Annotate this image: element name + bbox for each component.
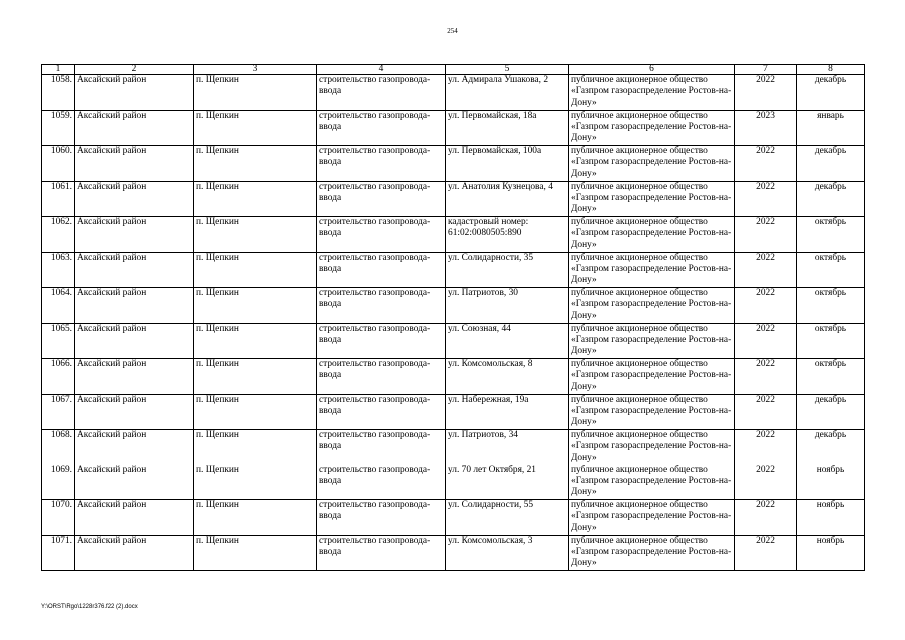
address-cell: ул. Первомайская, 18а xyxy=(446,110,569,146)
month-cell: ноябрь xyxy=(797,535,865,571)
locality-cell: п. Щепкин xyxy=(194,323,317,359)
month-cell: декабрь xyxy=(797,181,865,217)
address-cell: ул. Патриотов, 34 xyxy=(446,430,569,465)
table-row xyxy=(42,252,865,288)
row-number: 1058. xyxy=(42,75,75,111)
locality-cell: п. Щепкин xyxy=(194,217,317,253)
work-type-cell: строительство газопровода-ввода xyxy=(317,323,446,359)
month-cell: ноябрь xyxy=(797,500,865,536)
column-header: 2 xyxy=(75,65,194,75)
column-header: 3 xyxy=(194,65,317,75)
month-cell: декабрь xyxy=(797,75,865,111)
locality-cell: п. Щепкин xyxy=(194,75,317,111)
work-type-cell: строительство газопровода-ввода xyxy=(317,288,446,324)
table-row xyxy=(42,465,865,500)
organization-cell: публичное акционерное общество «Газпром газораспределение Ростов-на-Дону» xyxy=(569,288,735,324)
address-cell: кадастровый номер: 61:02:0080505:890 xyxy=(446,217,569,253)
locality-cell: п. Щепкин xyxy=(194,359,317,395)
column-header: 8 xyxy=(797,65,865,75)
address-cell: ул. Первомайская, 100а xyxy=(446,146,569,182)
month-cell: октябрь xyxy=(797,217,865,253)
locality-cell: п. Щепкин xyxy=(194,181,317,217)
column-header: 5 xyxy=(446,65,569,75)
row-number: 1062. xyxy=(42,217,75,253)
column-header: 1 xyxy=(42,65,75,75)
work-type-cell: строительство газопровода-ввода xyxy=(317,252,446,288)
organization-cell: публичное акционерное общество «Газпром газораспределение Ростов-на-Дону» xyxy=(569,535,735,571)
organization-cell: публичное акционерное общество «Газпром газораспределение Ростов-на-Дону» xyxy=(569,146,735,182)
district-cell: Аксайский район xyxy=(75,75,194,111)
month-cell: январь xyxy=(797,110,865,146)
district-cell: Аксайский район xyxy=(75,323,194,359)
table-row xyxy=(42,359,865,395)
month-cell: октябрь xyxy=(797,323,865,359)
table-row xyxy=(42,323,865,359)
organization-cell: публичное акционерное общество «Газпром газораспределение Ростов-на-Дону» xyxy=(569,75,735,111)
table-row xyxy=(42,394,865,430)
year-cell: 2022 xyxy=(735,535,797,571)
district-cell: Аксайский район xyxy=(75,288,194,324)
month-cell: ноябрь xyxy=(797,465,865,500)
work-type-cell: строительство газопровода-ввода xyxy=(317,359,446,395)
locality-cell: п. Щепкин xyxy=(194,394,317,430)
work-type-cell: строительство газопровода-ввода xyxy=(317,181,446,217)
row-number: 1065. xyxy=(42,323,75,359)
column-header: 6 xyxy=(569,65,735,75)
row-number: 1070. xyxy=(42,500,75,536)
table-row xyxy=(42,430,865,465)
table-row xyxy=(42,181,865,217)
district-cell: Аксайский район xyxy=(75,535,194,571)
address-cell: ул. Солидарности, 55 xyxy=(446,500,569,536)
district-cell: Аксайский район xyxy=(75,430,194,465)
work-type-cell: строительство газопровода-ввода xyxy=(317,110,446,146)
locality-cell: п. Щепкин xyxy=(194,500,317,536)
organization-cell: публичное акционерное общество «Газпром газораспределение Ростов-на-Дону» xyxy=(569,430,735,465)
district-cell: Аксайский район xyxy=(75,217,194,253)
year-cell: 2022 xyxy=(735,430,797,465)
district-cell: Аксайский район xyxy=(75,394,194,430)
work-type-cell: строительство газопровода-ввода xyxy=(317,75,446,111)
year-cell: 2022 xyxy=(735,394,797,430)
locality-cell: п. Щепкин xyxy=(194,465,317,500)
district-cell: Аксайский район xyxy=(75,110,194,146)
address-cell: ул. 70 лет Октября, 21 xyxy=(446,465,569,500)
table-row xyxy=(42,146,865,182)
locality-cell: п. Щепкин xyxy=(194,430,317,465)
column-header: 4 xyxy=(317,65,446,75)
work-type-cell: строительство газопровода-ввода xyxy=(317,500,446,536)
file-path-footer: Y:\ORST\Rgo\1228r376.f22 (2).docx xyxy=(41,604,138,610)
row-number: 1061. xyxy=(42,181,75,217)
work-type-cell: строительство газопровода-ввода xyxy=(317,535,446,571)
organization-cell: публичное акционерное общество «Газпром газораспределение Ростов-на-Дону» xyxy=(569,500,735,536)
table-row xyxy=(42,535,865,571)
table-row xyxy=(42,500,865,536)
work-type-cell: строительство газопровода-ввода xyxy=(317,465,446,500)
district-cell: Аксайский район xyxy=(75,359,194,395)
year-cell: 2022 xyxy=(735,288,797,324)
district-cell: Аксайский район xyxy=(75,146,194,182)
address-cell: ул. Союзная, 44 xyxy=(446,323,569,359)
row-number: 1067. xyxy=(42,394,75,430)
row-number: 1059. xyxy=(42,110,75,146)
register-body xyxy=(42,75,865,571)
locality-cell: п. Щепкин xyxy=(194,252,317,288)
column-number-row xyxy=(42,65,865,75)
address-cell: ул. Патриотов, 30 xyxy=(446,288,569,324)
register-table xyxy=(41,64,865,571)
row-number: 1060. xyxy=(42,146,75,182)
district-cell: Аксайский район xyxy=(75,465,194,500)
month-cell: октябрь xyxy=(797,288,865,324)
month-cell: октябрь xyxy=(797,359,865,395)
year-cell: 2022 xyxy=(735,323,797,359)
organization-cell: публичное акционерное общество «Газпром газораспределение Ростов-на-Дону» xyxy=(569,217,735,253)
district-cell: Аксайский район xyxy=(75,181,194,217)
organization-cell: публичное акционерное общество «Газпром газораспределение Ростов-на-Дону» xyxy=(569,181,735,217)
year-cell: 2022 xyxy=(735,75,797,111)
row-number: 1064. xyxy=(42,288,75,324)
locality-cell: п. Щепкин xyxy=(194,535,317,571)
work-type-cell: строительство газопровода-ввода xyxy=(317,394,446,430)
table-row xyxy=(42,75,865,111)
organization-cell: публичное акционерное общество «Газпром газораспределение Ростов-на-Дону» xyxy=(569,323,735,359)
work-type-cell: строительство газопровода-ввода xyxy=(317,217,446,253)
organization-cell: публичное акционерное общество «Газпром газораспределение Ростов-на-Дону» xyxy=(569,359,735,395)
page-number: 254 xyxy=(447,27,458,35)
district-cell: Аксайский район xyxy=(75,252,194,288)
address-cell: ул. Набережная, 19а xyxy=(446,394,569,430)
work-type-cell: строительство газопровода-ввода xyxy=(317,146,446,182)
table-row xyxy=(42,288,865,324)
address-cell: ул. Комсомольская, 3 xyxy=(446,535,569,571)
address-cell: ул. Адмирала Ушакова, 2 xyxy=(446,75,569,111)
year-cell: 2022 xyxy=(735,181,797,217)
district-cell: Аксайский район xyxy=(75,500,194,536)
year-cell: 2022 xyxy=(735,146,797,182)
year-cell: 2023 xyxy=(735,110,797,146)
address-cell: ул. Комсомольская, 8 xyxy=(446,359,569,395)
locality-cell: п. Щепкин xyxy=(194,288,317,324)
table-row xyxy=(42,110,865,146)
month-cell: декабрь xyxy=(797,146,865,182)
year-cell: 2022 xyxy=(735,217,797,253)
organization-cell: публичное акционерное общество «Газпром газораспределение Ростов-на-Дону» xyxy=(569,252,735,288)
row-number: 1071. xyxy=(42,535,75,571)
work-type-cell: строительство газопровода-ввода xyxy=(317,430,446,465)
month-cell: октябрь xyxy=(797,252,865,288)
year-cell: 2022 xyxy=(735,500,797,536)
row-number: 1066. xyxy=(42,359,75,395)
year-cell: 2022 xyxy=(735,359,797,395)
row-number: 1068. xyxy=(42,430,75,465)
locality-cell: п. Щепкин xyxy=(194,110,317,146)
table-row xyxy=(42,217,865,253)
column-header: 7 xyxy=(735,65,797,75)
year-cell: 2022 xyxy=(735,252,797,288)
organization-cell: публичное акционерное общество «Газпром газораспределение Ростов-на-Дону» xyxy=(569,394,735,430)
address-cell: ул. Солидарности, 35 xyxy=(446,252,569,288)
row-number: 1069. xyxy=(42,465,75,500)
locality-cell: п. Щепкин xyxy=(194,146,317,182)
year-cell: 2022 xyxy=(735,465,797,500)
month-cell: декабрь xyxy=(797,394,865,430)
organization-cell: публичное акционерное общество «Газпром газораспределение Ростов-на-Дону» xyxy=(569,465,735,500)
month-cell: декабрь xyxy=(797,430,865,465)
row-number: 1063. xyxy=(42,252,75,288)
organization-cell: публичное акционерное общество «Газпром газораспределение Ростов-на-Дону» xyxy=(569,110,735,146)
address-cell: ул. Анатолия Кузнецова, 4 xyxy=(446,181,569,217)
